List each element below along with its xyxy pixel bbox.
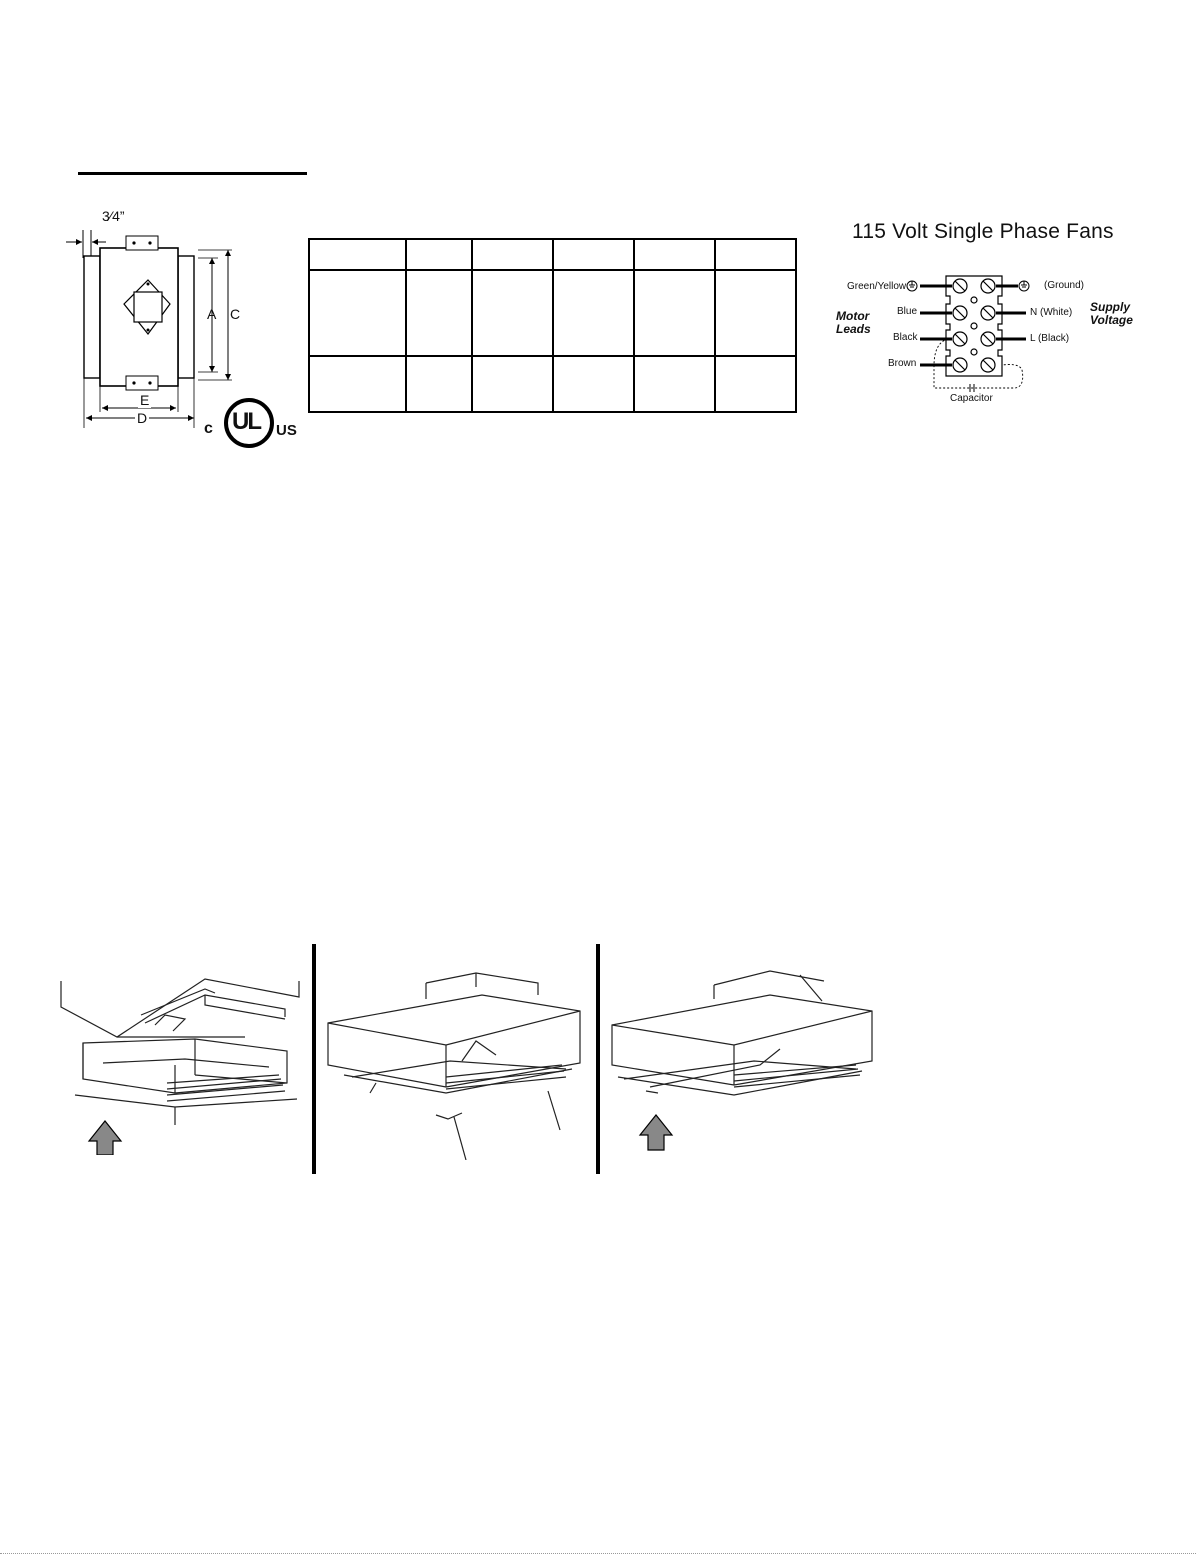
- table-cell: [634, 356, 715, 412]
- table-header-cell: [634, 239, 715, 270]
- table-header-cell: [472, 239, 553, 270]
- supply-voltage-line1: Supply: [1090, 300, 1131, 314]
- dimension-label-e: E: [140, 392, 150, 408]
- motor-leads-line2: Leads: [836, 322, 871, 336]
- dimension-table: [308, 238, 797, 413]
- ul-logo-center-text: UL: [232, 408, 260, 435]
- offset-dimension-label: 3⁄4”: [102, 208, 125, 224]
- table-header-row: [309, 239, 796, 270]
- table-header-cell: [406, 239, 472, 270]
- table-cell: [715, 270, 796, 356]
- page-bottom-edge: [0, 1553, 1196, 1554]
- table-row: [309, 356, 796, 412]
- wire-label-blue: Blue: [897, 306, 918, 317]
- table-cell: [634, 270, 715, 356]
- dimension-label-c: C: [230, 306, 241, 322]
- culus-certification-logo: [204, 398, 300, 454]
- table-cell: [553, 270, 634, 356]
- table-header-cell: [309, 239, 406, 270]
- wire-label-neutral-white: N (White): [1030, 307, 1073, 318]
- illustration-divider: [312, 944, 316, 1174]
- dimension-label-a: A: [207, 306, 217, 322]
- table-cell: [472, 356, 553, 412]
- table-cell: [309, 270, 406, 356]
- motor-leads-label: [836, 310, 871, 336]
- installation-step-2-illustration: [326, 965, 586, 1160]
- ul-logo-right-text: US: [276, 422, 297, 439]
- installation-step-3-illustration: [610, 965, 875, 1160]
- wire-label-line-black: L (Black): [1030, 333, 1070, 344]
- table-cell: [406, 356, 472, 412]
- wire-label-black: Black: [893, 332, 918, 343]
- capacitor-label: Capacitor: [950, 393, 993, 404]
- illustration-divider: [596, 944, 600, 1174]
- terminal-block-diagram: [900, 270, 1040, 400]
- table-row: [309, 270, 796, 356]
- table-cell: [309, 356, 406, 412]
- wire-label-brown: Brown: [888, 358, 917, 369]
- table-cell: [553, 356, 634, 412]
- table-header-cell: [715, 239, 796, 270]
- dimension-label-d: D: [137, 410, 148, 426]
- section-heading-rule: [78, 172, 307, 175]
- wiring-diagram-title: 115 Volt Single Phase Fans: [852, 220, 1114, 243]
- installation-step-1-illustration: [55, 975, 305, 1155]
- table-cell: [406, 270, 472, 356]
- wire-label-green-yellow: Green/Yellow: [847, 281, 907, 292]
- motor-leads-line1: Motor: [836, 309, 870, 323]
- wire-label-ground: (Ground): [1044, 280, 1085, 291]
- supply-voltage-line2: Voltage: [1090, 313, 1133, 327]
- table-header-cell: [553, 239, 634, 270]
- table-cell: [715, 356, 796, 412]
- ul-logo-left-text: c: [204, 420, 213, 437]
- table-cell: [472, 270, 553, 356]
- supply-voltage-label: [1090, 301, 1133, 327]
